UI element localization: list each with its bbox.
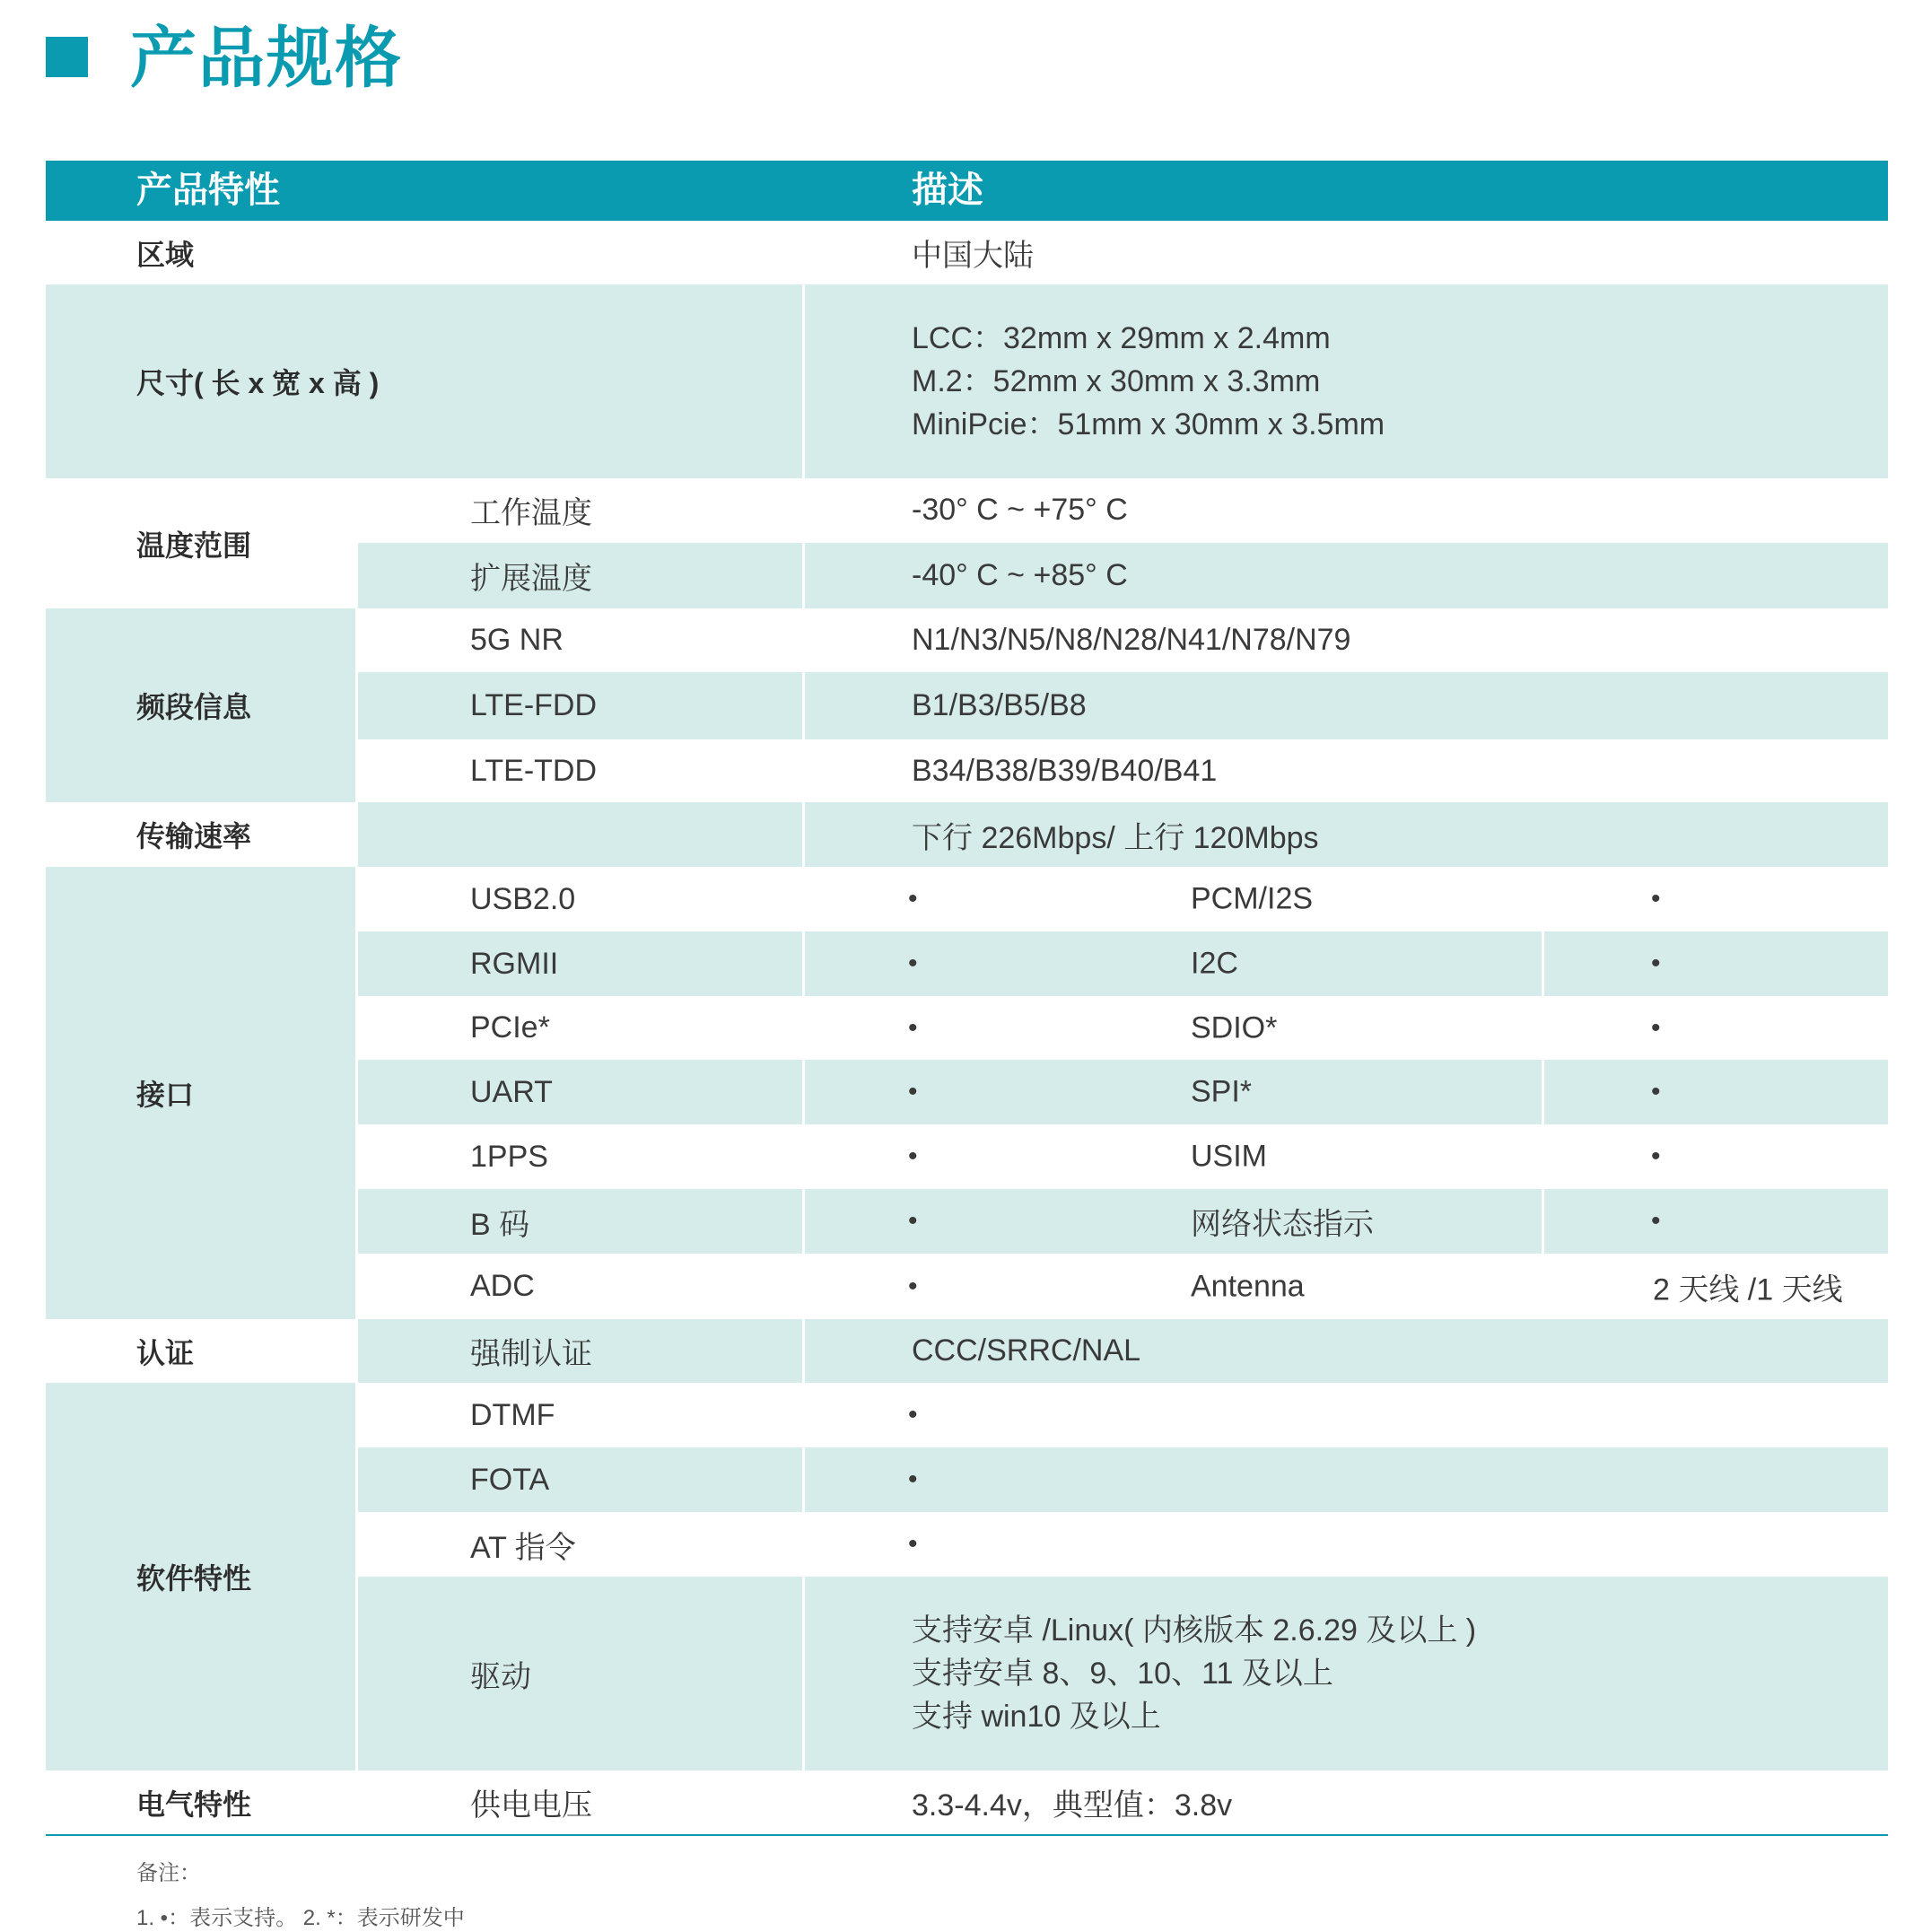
driver-values [805, 1577, 1888, 1770]
header-description: 描述 [912, 170, 983, 210]
support-bullet: • [908, 884, 918, 914]
software-name: DTMF [470, 1397, 555, 1432]
certification-value: CCC/SRRC/NAL [805, 1319, 1888, 1383]
support-bullet: • [1651, 949, 1661, 978]
software-name: AT 指令 [470, 1530, 576, 1565]
row-label-electrical: 电气特性 [136, 1788, 252, 1821]
support-bullet: • [908, 1206, 918, 1236]
support-bullet: • [908, 1012, 918, 1043]
interface-name: USIM [1191, 1139, 1267, 1174]
interface-name: PCM/I2S [1191, 881, 1314, 916]
interface-cell [1544, 996, 1888, 1060]
interface-name: ADC [470, 1269, 535, 1303]
interface-name: I2C [1191, 946, 1238, 981]
table-header [46, 161, 1888, 221]
software-cell [805, 1512, 1888, 1577]
interface-cell [805, 1124, 1542, 1189]
interface-cell [1544, 1254, 1888, 1319]
support-bullet: • [1651, 884, 1661, 914]
region-value: 中国大陆 [912, 239, 1034, 273]
band-value: N1/N3/N5/N8/N28/N41/N78/N79 [912, 623, 1351, 657]
interface-cell [1544, 867, 1888, 931]
software-name: FOTA [358, 1447, 802, 1512]
rate-value: 下行 226Mbps/ 上行 120Mbps [805, 802, 1888, 867]
driver-name: 驱动 [358, 1577, 802, 1770]
interface-name: SDIO* [1191, 1010, 1278, 1045]
support-bullet: • [908, 1077, 918, 1106]
interface-cell [805, 867, 1542, 931]
support-bullet: • [908, 1464, 918, 1494]
size-line: MiniPcie：51mm x 30mm x 3.5mm [912, 407, 1385, 441]
interface-cell [1544, 1124, 1888, 1189]
support-bullet: • [908, 1400, 918, 1429]
rate-name-empty [358, 802, 802, 867]
interface-name: B 码 [358, 1189, 802, 1254]
interface-name: PCIe* [470, 1010, 550, 1045]
driver-line: 支持安卓 8、9、10、11 及以上 [912, 1657, 1333, 1691]
row-label-rate: 传输速率 [136, 820, 252, 852]
temperature-name: 工作温度 [470, 496, 592, 530]
page-title: 产品规格 [130, 21, 403, 95]
interface-name: Antenna [1191, 1269, 1305, 1303]
software-cell [805, 1447, 1888, 1512]
electrical-value: 3.3-4.4v，典型值：3.8v [912, 1788, 1233, 1823]
temperature-name: 扩展温度 [358, 543, 802, 608]
support-bullet: • [908, 1271, 918, 1301]
driver-line: 支持安卓 /Linux( 内核版本 2.6.29 及以上 ) [912, 1613, 1477, 1648]
support-bullet: • [1651, 1141, 1661, 1171]
support-bullet: • [908, 1141, 918, 1171]
interface-cell [1544, 1060, 1888, 1124]
row-label-bands: 频段信息 [46, 608, 355, 802]
interface-name: SPI* [1191, 1074, 1253, 1109]
interface-name: 1PPS [470, 1139, 548, 1174]
certification-name: 强制认证 [358, 1319, 802, 1383]
support-bullet: • [1651, 1206, 1661, 1236]
software-cell [805, 1383, 1888, 1447]
interface-cell [805, 996, 1542, 1060]
electrical-name: 供电电压 [470, 1788, 592, 1823]
interface-name: USB2.0 [470, 881, 576, 916]
interface-name: RGMII [358, 931, 802, 996]
row-label-region: 区域 [136, 238, 195, 271]
notes-text: 1. •：表示支持。 2. *：表示研发中 [136, 1906, 465, 1930]
band-name: 5G NR [470, 623, 564, 657]
row-label-software: 软件特性 [46, 1383, 355, 1770]
band-value: B1/B3/B5/B8 [805, 672, 1888, 739]
temperature-value: -30° C ~ +75° C [912, 493, 1128, 527]
band-name: LTE-TDD [470, 753, 598, 788]
interface-cell [805, 1189, 1542, 1254]
interface-name: 网络状态指示 [1191, 1207, 1374, 1242]
support-bullet: • [908, 1529, 918, 1559]
notes-title: 备注： [136, 1861, 201, 1885]
temperature-value: -40° C ~ +85° C [805, 543, 1888, 608]
interface-cell [805, 931, 1542, 996]
row-label-temperature: 温度范围 [136, 529, 252, 562]
table-bottom-divider [46, 1834, 1888, 1836]
interface-cell [1544, 1189, 1888, 1254]
support-bullet: • [908, 949, 918, 978]
support-bullet: • [1651, 1077, 1661, 1106]
row-label-size: 尺寸( 长 x 宽 x 高 ) [46, 284, 802, 478]
header-feature: 产品特性 [136, 170, 280, 210]
interface-cell [805, 1060, 1542, 1124]
row-label-certification: 认证 [136, 1336, 195, 1369]
size-line: LCC：32mm x 29mm x 2.4mm [912, 321, 1331, 355]
band-value: B34/B38/B39/B40/B41 [912, 753, 1218, 788]
size-values [805, 284, 1888, 478]
band-name: LTE-FDD [358, 672, 802, 739]
driver-line: 支持 win10 及以上 [912, 1700, 1161, 1734]
antenna-value: 2 天线 /1 天线 [1653, 1272, 1843, 1307]
support-bullet: • [1651, 1012, 1661, 1043]
title-square-icon [46, 37, 88, 77]
interface-cell [805, 1254, 1542, 1319]
interface-name: UART [358, 1060, 802, 1124]
row-label-interfaces: 接口 [46, 867, 355, 1319]
size-line: M.2：52mm x 30mm x 3.3mm [912, 364, 1321, 398]
interface-cell [1544, 931, 1888, 996]
